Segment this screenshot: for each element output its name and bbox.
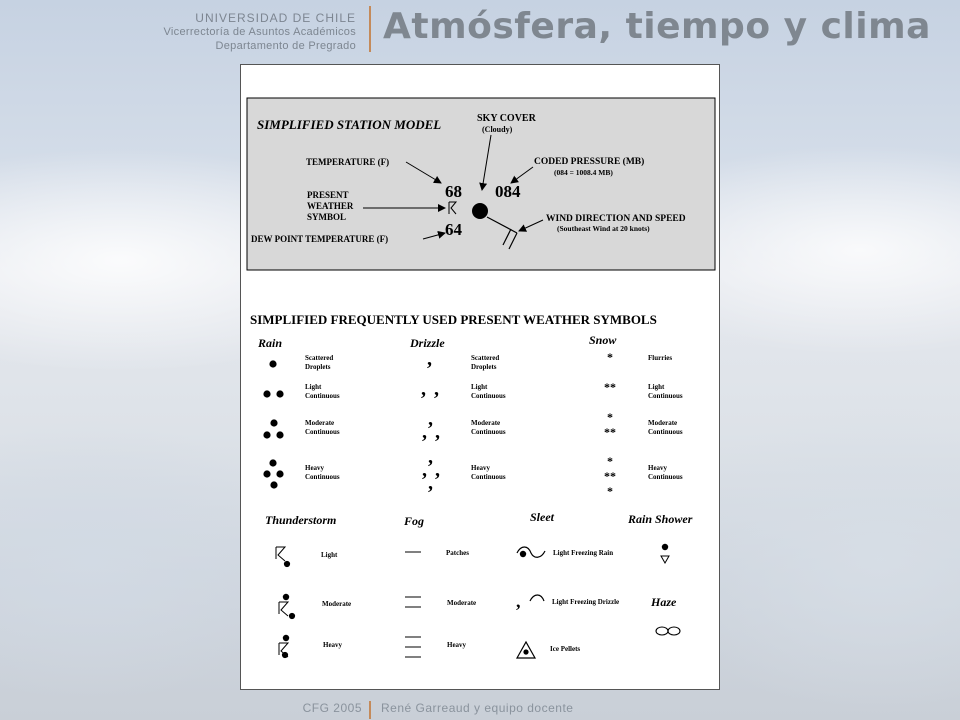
thunderstorm-item-2: Moderate xyxy=(322,600,352,608)
diagram-sheet xyxy=(240,64,720,690)
svg-text:*: * xyxy=(607,410,613,424)
rain-item-4-line-1: Heavy xyxy=(305,464,325,472)
wind-label: WIND DIRECTION AND SPEED xyxy=(546,214,686,224)
present-weather-label-3: SYMBOL xyxy=(307,212,347,222)
rain-heading: Rain xyxy=(258,336,283,350)
svg-text:,: , xyxy=(428,472,433,494)
drizzle-item-2-line-2: Continuous xyxy=(471,392,506,400)
sleet-item-2: Light Freezing Drizzle xyxy=(552,598,620,606)
sleet-item-3: Ice Pellets xyxy=(550,645,581,653)
footer-authors: René Garreaud y equipo docente xyxy=(381,701,574,715)
snow-heading: Snow xyxy=(589,333,617,347)
svg-text:,: , xyxy=(427,348,432,370)
footer-course-code: CFG 2005 xyxy=(302,701,362,715)
vicerrectoria-name: Vicerrectoría de Asuntos Académicos xyxy=(163,26,356,38)
fog-item-1: Patches xyxy=(446,549,469,557)
svg-text:,: , xyxy=(428,408,433,430)
rain-shower-symbol xyxy=(661,544,669,563)
drizzle-heading: Drizzle xyxy=(410,336,445,350)
snow-symbols xyxy=(604,350,616,498)
wind-sub: (Southeast Wind at 20 knots) xyxy=(557,224,650,233)
svg-text:**: ** xyxy=(604,425,616,439)
drizzle-item-3-line-2: Continuous xyxy=(471,428,506,436)
dew-point-label: DEW POINT TEMPERATURE (F) xyxy=(251,234,389,244)
sleet-drizzle-comma: , xyxy=(516,591,521,611)
snow-item-4-line-2: Continuous xyxy=(648,473,683,481)
svg-text:,: , xyxy=(422,459,427,481)
svg-text:,: , xyxy=(434,378,439,400)
rain-item-3-line-1: Moderate xyxy=(305,419,335,427)
course-title: Atmósfera, tiempo y clima xyxy=(383,6,931,47)
snow-item-2-line-1: Light xyxy=(648,383,665,391)
sleet-heading: Sleet xyxy=(530,510,554,524)
sleet-item-1: Light Freezing Rain xyxy=(553,549,614,557)
snow-item-1-line-1: Flurries xyxy=(648,354,673,362)
snow-item-3-line-1: Moderate xyxy=(648,419,678,427)
pressure-sub: (084 = 1008.4 MB) xyxy=(554,168,613,177)
departamento-name: Departamento de Pregrado xyxy=(215,40,356,52)
fog-item-2: Moderate xyxy=(447,599,477,607)
drizzle-item-2-line-1: Light xyxy=(471,383,488,391)
sky-cover-sub: (Cloudy) xyxy=(482,125,513,134)
present-weather-label-2: WEATHER xyxy=(307,201,354,211)
rain-item-2-line-1: Light xyxy=(305,383,322,391)
pressure-value: 084 xyxy=(495,182,521,201)
present-weather-label-1: PRESENT xyxy=(307,190,349,200)
fog-heading: Fog xyxy=(404,514,425,528)
weather-symbols-diagram xyxy=(241,65,719,689)
rain-item-1-line-2: Droplets xyxy=(305,363,331,371)
rain-item-1-line-1: Scattered xyxy=(305,354,334,362)
thunderstorm-heading: Thunderstorm xyxy=(265,513,337,527)
footer-divider xyxy=(369,701,371,719)
footer xyxy=(0,699,960,719)
svg-text:*: * xyxy=(607,454,613,468)
rain-item-2-line-2: Continuous xyxy=(305,392,340,400)
temperature-label: TEMPERATURE (F) xyxy=(306,157,390,167)
institution-name: UNIVERSIDAD DE CHILE xyxy=(195,11,356,25)
station-circle xyxy=(472,203,488,219)
haze-heading: Haze xyxy=(651,595,677,609)
temperature-value: 68 xyxy=(445,182,462,201)
svg-text:,: , xyxy=(428,446,433,468)
snow-item-2-line-2: Continuous xyxy=(648,392,683,400)
weather-symbols-title: SIMPLIFIED FREQUENTLY USED PRESENT WEATHER SYMBOLS xyxy=(250,312,657,327)
svg-text:,: , xyxy=(421,378,426,400)
svg-text:*: * xyxy=(607,484,613,498)
svg-text:,: , xyxy=(435,459,440,481)
svg-text:**: ** xyxy=(604,380,616,394)
snow-item-3-line-2: Continuous xyxy=(648,428,683,436)
rain-symbols xyxy=(263,360,283,488)
drizzle-symbols xyxy=(421,348,440,494)
header-institution-block xyxy=(163,11,356,53)
drizzle-item-1-line-2: Droplets xyxy=(471,363,497,371)
haze-symbol xyxy=(656,627,680,635)
sky-cover-label: SKY COVER xyxy=(477,113,536,124)
drizzle-item-3-line-1: Moderate xyxy=(471,419,501,427)
svg-text:*: * xyxy=(607,350,613,364)
fog-item-3: Heavy xyxy=(447,641,467,649)
sleet-symbols xyxy=(517,547,545,658)
snow-item-4-line-1: Heavy xyxy=(648,464,668,472)
drizzle-item-1-line-1: Scattered xyxy=(471,354,500,362)
thunderstorm-item-1: Light xyxy=(321,551,338,559)
pressure-label: CODED PRESSURE (MB) xyxy=(534,157,645,167)
svg-text:,: , xyxy=(435,421,440,443)
fog-symbols xyxy=(405,552,421,657)
dew-point-value: 64 xyxy=(445,220,462,239)
rain-item-3-line-2: Continuous xyxy=(305,428,340,436)
svg-text:,: , xyxy=(422,421,427,443)
station-model-title: SIMPLIFIED STATION MODEL xyxy=(257,117,442,132)
thunderstorm-item-3: Heavy xyxy=(323,641,343,649)
drizzle-item-4-line-2: Continuous xyxy=(471,473,506,481)
svg-text:**: ** xyxy=(604,469,616,483)
rain-shower-heading: Rain Shower xyxy=(628,512,693,526)
thunderstorm-symbols xyxy=(276,547,295,658)
header-divider xyxy=(369,6,371,52)
rain-item-4-line-2: Continuous xyxy=(305,473,340,481)
drizzle-item-4-line-1: Heavy xyxy=(471,464,491,472)
